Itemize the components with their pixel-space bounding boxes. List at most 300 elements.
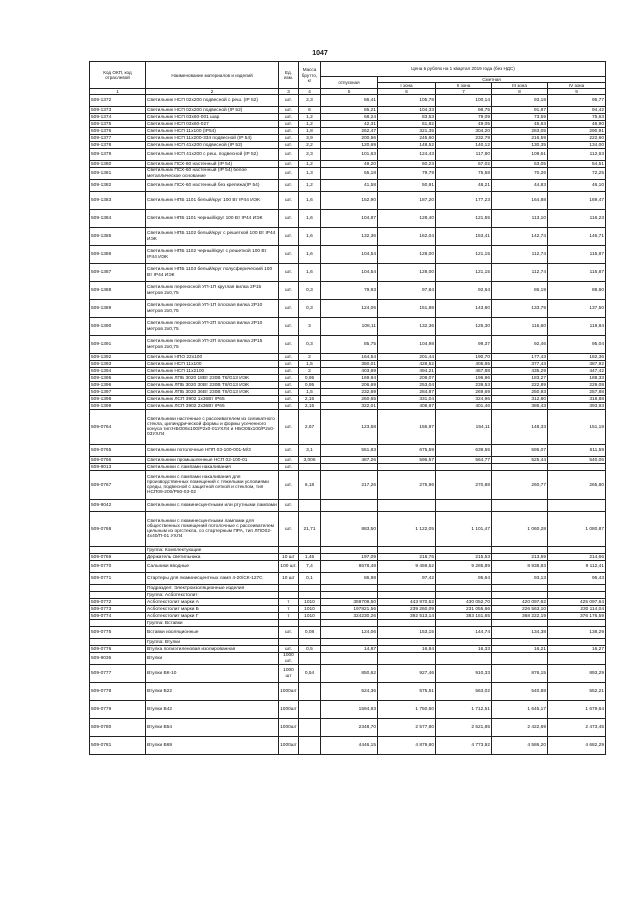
row-mass: 3,006 — [299, 457, 321, 464]
row-unit: шт. — [279, 210, 299, 228]
column-number: 5 — [321, 89, 378, 95]
row-price-release: 850,62 — [321, 665, 378, 683]
row-price-zone-2: 99,37 — [436, 336, 492, 354]
row-unit: шт. — [279, 382, 299, 389]
row-price-zone-4: 46,90 — [548, 121, 606, 128]
column-number: 9 — [548, 89, 606, 95]
row-price-zone-1: 128,00 — [378, 246, 436, 264]
table-row — [90, 95, 606, 107]
row-price-zone-4: 257,88 — [548, 389, 606, 396]
table-row — [90, 573, 606, 585]
row-price-zone-3: 4 586,20 — [492, 737, 548, 755]
row-price-zone-3: 177,43 — [492, 354, 548, 361]
row-code: 509-1376 — [90, 128, 146, 135]
row-unit: т — [279, 606, 299, 613]
row-code — [90, 592, 146, 599]
row-name: Светильник ЛПБ 3020 36Вт 230В Т8/G13 ИЭК — [146, 389, 279, 396]
row-name: Светильник переносной УП-2П плоская вилка 2Р10 метров 2х0,75 — [146, 318, 279, 336]
row-code: 509-0772 — [90, 599, 146, 606]
table-row — [90, 627, 606, 639]
row-name: Втулки В54 — [146, 719, 279, 737]
row-unit: шт. — [279, 135, 299, 142]
row-price-release: 14,87 — [321, 646, 378, 653]
row-price-release — [321, 639, 378, 646]
row-price-zone-1 — [378, 500, 436, 512]
table-row — [90, 445, 606, 457]
row-unit: шт. — [279, 375, 299, 382]
row-name: Светильник НПБ 1103 белый/круг полусферический 100 Вт IP44 ИЭК — [146, 264, 279, 282]
row-price-zone-3 — [492, 585, 548, 592]
row-mass: 3 — [299, 318, 321, 336]
row-price-zone-3: 595,07 — [492, 445, 548, 457]
row-mass: 3,1 — [299, 445, 321, 457]
row-mass: 0,5 — [299, 646, 321, 653]
row-price-zone-3: 2 422,69 — [492, 719, 548, 737]
row-price-zone-1: 201,44 — [378, 354, 436, 361]
table-row — [90, 389, 606, 396]
table-row — [90, 318, 606, 336]
row-price-zone-3: 183,27 — [492, 375, 548, 382]
row-code — [90, 639, 146, 646]
row-code: 509-1398 — [90, 396, 146, 403]
row-name: Втулка полиэтиленовая изолированная — [146, 646, 279, 653]
table-row — [90, 361, 606, 368]
row-price-release — [321, 500, 378, 512]
row-price-zone-3: 73,59 — [492, 114, 548, 121]
row-price-release: 164,54 — [321, 354, 378, 361]
table-row — [90, 114, 606, 121]
row-code: 509-1377 — [90, 135, 146, 142]
row-price-release: 883,50 — [321, 512, 378, 547]
row-name: Светильник ПСХ-60 настенный (IP 54) — [146, 161, 279, 168]
row-price-zone-4: 95,04 — [548, 336, 606, 354]
row-code: 509-1378 — [90, 142, 146, 149]
table-row — [90, 228, 606, 246]
row-price-zone-1: 321,35 — [378, 128, 436, 135]
row-price-zone-1: 392 513,14 — [378, 613, 436, 620]
column-number: 8 — [492, 89, 548, 95]
row-price-zone-4: 611,59 — [548, 445, 606, 457]
row-price-zone-4: 376 176,59 — [548, 613, 606, 620]
row-code: 509-0773 — [90, 606, 146, 613]
row-price-zone-4: 88,60 — [548, 282, 606, 300]
row-name: Светильники настенные с рассеивателем из силикатного стекла, цилиндрической формы и формы усеченного конуса тип:НБО06х100/Р2х0-01УХЛ4 и НБО06х100/Р2х0-03УХЛ4 — [146, 410, 279, 445]
row-price-release — [321, 464, 378, 471]
row-code: 509-1383 — [90, 192, 146, 210]
row-price-release: 324230,26 — [321, 613, 378, 620]
row-price-zone-2: 140,12 — [436, 142, 492, 149]
row-code: 509-1399 — [90, 403, 146, 410]
row-unit: шт. — [279, 180, 299, 192]
row-price-zone-3: 113,10 — [492, 210, 548, 228]
row-code: 509-1379 — [90, 149, 146, 161]
row-unit: шт. — [279, 512, 299, 547]
row-price-zone-2: 75,58 — [436, 168, 492, 180]
row-price-zone-2: 910,33 — [436, 665, 492, 683]
row-code — [90, 585, 146, 592]
row-unit: 1000шт — [279, 719, 299, 737]
row-code: 509-1380 — [90, 161, 146, 168]
row-unit: шт. — [279, 396, 299, 403]
row-price-zone-3: 386,43 — [492, 403, 548, 410]
row-price-release: 232,69 — [321, 389, 378, 396]
row-mass: 2,3 — [299, 95, 321, 107]
row-price-release: 260,65 — [321, 396, 378, 403]
row-name: Вставки изоляционные — [146, 627, 279, 639]
row-name: Светильник НСП 02х200 подвесной (IP 52) — [146, 107, 279, 114]
row-price-zone-2: 190,70 — [436, 354, 492, 361]
row-price-release: 197821,56 — [321, 606, 378, 613]
row-price-zone-1: 187,20 — [378, 192, 436, 210]
row-unit: 1000шт — [279, 683, 299, 701]
row-code: 509-1391 — [90, 336, 146, 354]
row-price-zone-3 — [492, 547, 548, 554]
row-price-zone-2: 639,55 — [436, 445, 492, 457]
row-name: Светильник НПО 22х100 — [146, 354, 279, 361]
row-price-zone-4: 1 080,87 — [548, 512, 606, 547]
row-price-release: 65,18 — [321, 168, 378, 180]
row-price-zone-1: 128,00 — [378, 264, 436, 282]
table-row — [90, 142, 606, 149]
row-price-zone-4: 290,91 — [548, 128, 606, 135]
row-price-zone-2 — [436, 500, 492, 512]
row-unit: шт. — [279, 300, 299, 318]
row-unit: 1000шт — [279, 701, 299, 719]
row-code: 509-1374 — [90, 114, 146, 121]
row-code: 509-0764 — [90, 410, 146, 445]
row-price-zone-3 — [492, 653, 548, 665]
row-mass: 1,2 — [299, 121, 321, 128]
row-price-zone-2: 304,20 — [436, 128, 492, 135]
table-row — [90, 180, 606, 192]
row-price-release: 86,41 — [321, 95, 378, 107]
row-code: 509-9013 — [90, 464, 146, 471]
row-code: 509-0774 — [90, 613, 146, 620]
row-unit: шт. — [279, 107, 299, 114]
row-price-zone-2: 232,79 — [436, 135, 492, 142]
table-row — [90, 683, 606, 701]
row-price-zone-4 — [548, 639, 606, 646]
row-price-zone-1: 151,88 — [378, 300, 436, 318]
row-mass: 0,54 — [299, 665, 321, 683]
row-price-release: 2348,70 — [321, 719, 378, 737]
row-name: Подраздел: Электроизоляционные изделия — [146, 585, 279, 592]
row-price-zone-4: 4 682,29 — [548, 737, 606, 755]
row-price-release: 104,54 — [321, 246, 378, 264]
row-name: Держатель светильника — [146, 554, 279, 561]
row-unit: шт. — [279, 646, 299, 653]
row-price-zone-3: 53,05 — [492, 161, 548, 168]
row-price-zone-4: 46,10 — [548, 180, 606, 192]
row-price-zone-4: 188,33 — [548, 375, 606, 382]
row-mass: 1,8 — [299, 128, 321, 135]
row-price-zone-2: 270,88 — [436, 471, 492, 500]
row-unit — [279, 585, 299, 592]
row-name: Светильники с люминесцентными или ртутными лампами — [146, 500, 279, 512]
row-name: Группа: Втулки — [146, 639, 279, 646]
row-mass: 0,1 — [299, 573, 321, 585]
row-unit: шт. — [279, 457, 299, 464]
table-body — [90, 95, 606, 755]
row-name: Светильник НСП 11х200-334 подвесной (IP 54) — [146, 135, 279, 142]
header-estimate: Сметная — [378, 77, 606, 83]
row-price-zone-1: 494,21 — [378, 368, 436, 375]
row-price-zone-1: 104,33 — [378, 107, 436, 114]
table-row — [90, 336, 606, 354]
row-price-zone-3: 92,46 — [492, 336, 548, 354]
row-price-release: 85,21 — [321, 107, 378, 114]
row-price-zone-3: 91,87 — [492, 107, 548, 114]
row-code: 509-0766 — [90, 457, 146, 464]
row-price-zone-1: 162,04 — [378, 228, 436, 246]
row-price-zone-2: 2 521,85 — [436, 719, 492, 737]
row-unit: шт. — [279, 149, 299, 161]
row-price-zone-3: 93,13 — [492, 573, 548, 585]
row-unit: шт. — [279, 361, 299, 368]
row-price-release: 124,06 — [321, 627, 378, 639]
row-price-zone-1: 575,51 — [378, 683, 436, 701]
row-price-zone-1: 4 879,80 — [378, 737, 436, 755]
table-row — [90, 653, 606, 665]
row-price-zone-4: 112,63 — [548, 149, 606, 161]
row-price-zone-2: 269,69 — [436, 389, 492, 396]
row-code: 509-9036 — [90, 653, 146, 665]
row-price-zone-4: 214,66 — [548, 554, 606, 561]
row-price-zone-1: 1 122,05 — [378, 512, 436, 547]
row-mass: 1,2 — [299, 114, 321, 121]
row-mass: 1,6 — [299, 246, 321, 264]
row-price-zone-2: 430 052,70 — [436, 599, 492, 606]
row-name: Втулки В69 — [146, 737, 279, 755]
table-row — [90, 606, 606, 613]
row-code: 509-1396 — [90, 382, 146, 389]
row-price-zone-2: 1 101,47 — [436, 512, 492, 547]
row-name: Светильники с люминесцентными лампами для общественных помещений потолочные с рассеивателем цельным из оргстекла, со стартерным ПРА, тип ЛПО02-4х40/П-01 УХЛ4 — [146, 512, 279, 547]
row-price-release: 86,98 — [321, 573, 378, 585]
row-mass: 2 — [299, 368, 321, 375]
row-name: Светильник переносной УП-1П круглая вилка 2Р15 метров 2х0,75 — [146, 282, 279, 300]
row-price-zone-1: 124,43 — [378, 149, 436, 161]
row-price-release: 68,24 — [321, 114, 378, 121]
row-price-zone-2: 143,80 — [436, 300, 492, 318]
row-price-zone-1: 596,57 — [378, 457, 436, 464]
row-price-release: 123,58 — [321, 410, 378, 445]
row-mass — [299, 653, 321, 665]
row-price-zone-2: 9 285,89 — [436, 561, 492, 573]
row-price-zone-4: 94,42 — [548, 107, 606, 114]
row-price-zone-4: 151,19 — [548, 410, 606, 445]
row-price-zone-4 — [548, 464, 606, 471]
row-name: Асботекстолит марки Г — [146, 613, 279, 620]
table-row — [90, 403, 606, 410]
row-price-zone-2: 564,77 — [436, 457, 492, 464]
row-price-zone-3: 134,38 — [492, 627, 548, 639]
row-price-zone-2: 121,15 — [436, 246, 492, 264]
row-price-zone-4: 116,23 — [548, 210, 606, 228]
row-price-release: 262,47 — [321, 128, 378, 135]
table-row — [90, 300, 606, 318]
row-price-zone-4 — [548, 653, 606, 665]
row-name: Светильник НСП 03х60-001 шар — [146, 114, 279, 121]
row-price-release: 217,26 — [321, 471, 378, 500]
row-price-zone-2 — [436, 639, 492, 646]
row-price-release: 120,69 — [321, 142, 378, 149]
table-row — [90, 585, 606, 592]
row-price-zone-1: 408,97 — [378, 403, 436, 410]
row-price-zone-1: 253,04 — [378, 382, 436, 389]
row-mass: 1,2 — [299, 180, 321, 192]
row-price-zone-1: 284,87 — [378, 389, 436, 396]
row-mass: 2,15 — [299, 403, 321, 410]
row-unit: шт. — [279, 389, 299, 396]
row-price-zone-4: 182,36 — [548, 354, 606, 361]
row-price-zone-1: 239 260,09 — [378, 606, 436, 613]
row-unit: шт. — [279, 228, 299, 246]
row-code: 509-0777 — [90, 665, 146, 683]
row-price-zone-3: 133,79 — [492, 300, 548, 318]
row-price-zone-2: 401,46 — [436, 403, 492, 410]
row-mass: 1,3 — [299, 168, 321, 180]
row-price-zone-2: 4 773,92 — [436, 737, 492, 755]
row-price-zone-1 — [378, 547, 436, 554]
row-price-zone-4: 75,63 — [548, 114, 606, 121]
row-price-zone-2: 16,33 — [436, 646, 492, 653]
row-price-zone-2: 177,23 — [436, 192, 492, 210]
row-price-zone-1: 2 577,80 — [378, 719, 436, 737]
table-row — [90, 410, 606, 445]
row-price-zone-3: 8 938,83 — [492, 561, 548, 573]
row-price-release: 1594,93 — [321, 701, 378, 719]
table-row — [90, 121, 606, 128]
row-unit: 1000 шт. — [279, 653, 299, 665]
row-price-release: 551,83 — [321, 445, 378, 457]
row-mass: 1,5 — [299, 389, 321, 396]
row-mass — [299, 464, 321, 471]
row-name: Светильник ЛПБ 3020 30Вт 230В Т8/G13 ИЭК — [146, 382, 279, 389]
row-price-zone-4: 552,21 — [548, 683, 606, 701]
row-price-zone-3: 112,74 — [492, 264, 548, 282]
row-price-zone-3: 213,59 — [492, 554, 548, 561]
row-name: Светильник НПБ 1102 черный/круг с решеткой 100 Вт IP44 ИЭК — [146, 246, 279, 264]
row-price-zone-3: 216,59 — [492, 135, 548, 142]
row-price-zone-3: 44,83 — [492, 180, 548, 192]
row-unit: 10 шт — [279, 554, 299, 561]
row-price-zone-4: 447,42 — [548, 368, 606, 375]
row-unit: шт. — [279, 471, 299, 500]
row-price-zone-1: 97,84 — [378, 282, 436, 300]
table-row — [90, 168, 606, 180]
row-price-release: 132,36 — [321, 228, 378, 246]
row-price-zone-1: 1 750,50 — [378, 701, 436, 719]
row-code: 509-0771 — [90, 573, 146, 585]
table-row — [90, 646, 606, 653]
table-row — [90, 396, 606, 403]
row-price-zone-1: 927,46 — [378, 665, 436, 683]
table-row — [90, 639, 606, 646]
row-price-zone-1 — [378, 653, 436, 665]
row-unit: шт. — [279, 410, 299, 445]
row-name: Светильник НСП 11х100 (IP54) — [146, 128, 279, 135]
row-price-zone-1: 275,96 — [378, 471, 436, 500]
table-row — [90, 464, 606, 471]
row-name: Светильники с лампами накаливания — [146, 464, 279, 471]
row-price-zone-4 — [548, 592, 606, 599]
row-price-release: 4446,15 — [321, 737, 378, 755]
row-price-release: 152,90 — [321, 192, 378, 210]
table-row — [90, 375, 606, 382]
row-price-release: 41,58 — [321, 180, 378, 192]
row-price-release: 85,75 — [321, 336, 378, 354]
row-unit: шт. — [279, 168, 299, 180]
row-unit: шт. — [279, 95, 299, 107]
row-mass: 0,08 — [299, 627, 321, 639]
row-mass: 21,71 — [299, 512, 321, 547]
row-price-release: 101,63 — [321, 149, 378, 161]
table-row — [90, 554, 606, 561]
row-name: Светильник НПБ 1101 белый/круг 100 Вт IP44 ИЭК — [146, 192, 279, 210]
row-name: Светильник НСП 11х2100 — [146, 368, 279, 375]
row-price-zone-4 — [548, 585, 606, 592]
row-price-zone-1 — [378, 639, 436, 646]
table-row — [90, 382, 606, 389]
row-unit: шт. — [279, 142, 299, 149]
row-price-zone-4: 146,71 — [548, 228, 606, 246]
row-price-zone-4: 134,00 — [548, 142, 606, 149]
row-price-release: 124,06 — [321, 300, 378, 318]
row-name: Светильник ЛСП 3902 2х36Вт IP65 — [146, 403, 279, 410]
header-price-title: Цена в рублях на 1 квартал 2019 года (без НДС) — [321, 62, 606, 77]
header-release: отпускная — [321, 77, 378, 89]
row-unit: шт. — [279, 368, 299, 375]
row-code: 509-1382 — [90, 180, 146, 192]
page-number: 1047 — [312, 50, 328, 57]
row-name: Светильник НСП 11х100 — [146, 361, 279, 368]
row-price-zone-4: 393,93 — [548, 403, 606, 410]
row-mass — [299, 683, 321, 701]
row-price-zone-3: 16,21 — [492, 646, 548, 653]
row-price-zone-3: 876,15 — [492, 665, 548, 683]
row-mass: 2,2 — [299, 142, 321, 149]
row-code: 509-1372 — [90, 95, 146, 107]
row-mass — [299, 547, 321, 554]
row-price-zone-2 — [436, 547, 492, 554]
row-price-zone-4: 169,47 — [548, 192, 606, 210]
row-code — [90, 547, 146, 554]
row-price-zone-4 — [548, 500, 606, 512]
row-code: 509-0779 — [90, 701, 146, 719]
row-price-zone-4: 229,08 — [548, 382, 606, 389]
row-unit: шт. — [279, 464, 299, 471]
row-price-zone-3: 420 097,62 — [492, 599, 548, 606]
row-price-zone-1: 51,82 — [378, 121, 436, 128]
row-unit: шт. — [279, 318, 299, 336]
row-price-zone-2: 467,88 — [436, 368, 492, 375]
row-name: Светильник НСП 41х200 подвесной (IP 52) — [146, 142, 279, 149]
row-code: 509-0776 — [90, 646, 146, 653]
row-price-zone-4: 115,87 — [548, 264, 606, 282]
row-price-zone-2: 239,53 — [436, 382, 492, 389]
row-name: Сальники вводные — [146, 561, 279, 573]
row-name: Светильник НПБ 1102 белый/круг с решеткой 100 Вт IP44 ИЭК — [146, 228, 279, 246]
row-code: 509-1385 — [90, 228, 146, 246]
row-code: 509-1393 — [90, 361, 146, 368]
row-name: Светильник НСП 02х200 подвесной с реш. (IP 52) — [146, 95, 279, 107]
table-row — [90, 282, 606, 300]
row-price-zone-3 — [492, 639, 548, 646]
table-row — [90, 547, 606, 554]
row-price-zone-4: 1 679,64 — [548, 701, 606, 719]
row-price-zone-4: 9 112,41 — [548, 561, 606, 573]
